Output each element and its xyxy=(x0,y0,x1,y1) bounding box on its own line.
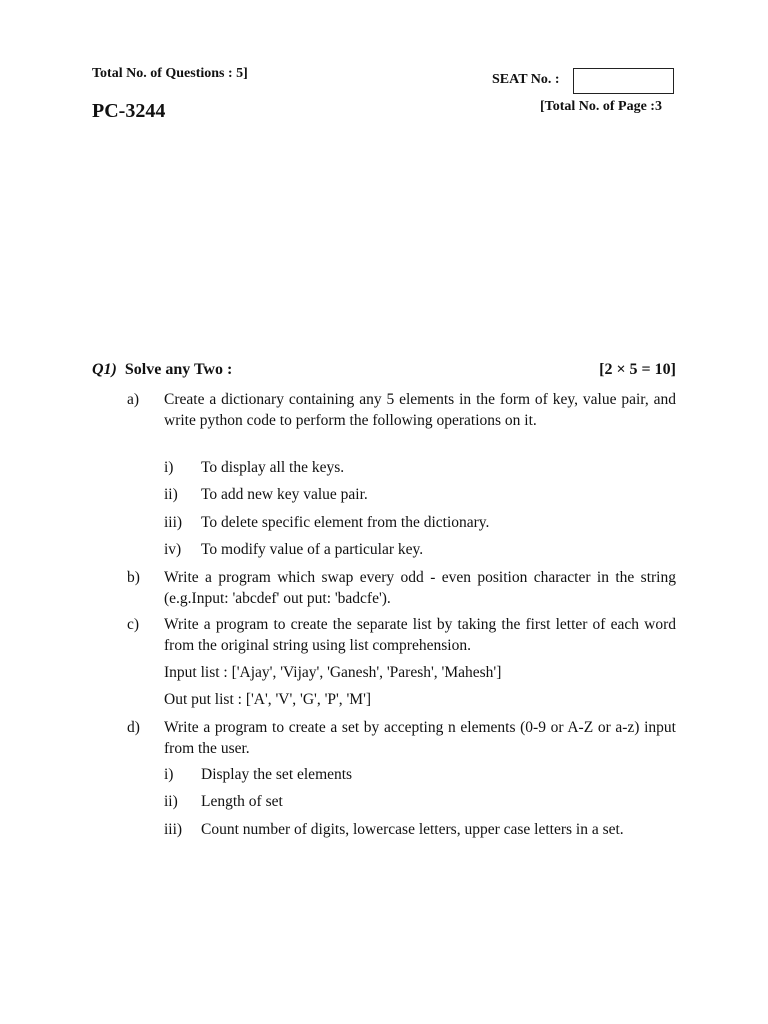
part-d-sub-1-text: Display the set elements xyxy=(201,766,353,783)
question-number: Q1) xyxy=(92,361,117,378)
seat-number-label: SEAT No. : xyxy=(492,72,560,87)
part-c-output-list: Out put list : ['A', 'V', 'G', 'P', 'M'] xyxy=(164,691,372,708)
part-d-sub-2-text: Length of set xyxy=(201,793,283,810)
part-d-sub-3-label: iii) xyxy=(164,821,183,838)
part-a-sub-2-text: To add new key value pair. xyxy=(201,486,368,503)
part-d-text: Write a program to create a set by accepting n elements (0-9 or A-Z or a-z) input from the user. xyxy=(164,719,676,757)
part-a-sub-1-text: To display all the keys. xyxy=(201,459,345,476)
part-b-label: b) xyxy=(127,569,140,586)
question-heading xyxy=(92,361,676,379)
paper-code: PC-3244 xyxy=(92,100,166,122)
part-b-text: Write a program which swap every odd - even position character in the string (e.g.Input: 'abcdef' out put: 'badcfe'). xyxy=(164,569,676,607)
part-a-sub-4-label: iv) xyxy=(164,541,182,558)
part-c-input-list: Input list : ['Ajay', 'Vijay', 'Ganesh', 'Paresh', 'Mahesh'] xyxy=(164,664,502,681)
question-marks: [2 × 5 = 10] xyxy=(599,361,676,378)
part-c-text: Write a program to create the separate list by taking the first letter of each word from the original string using list comprehension. xyxy=(164,616,676,654)
part-a-sub-1-label: i) xyxy=(164,459,174,476)
part-a-sub-3-text: To delete specific element from the dictionary. xyxy=(201,514,490,531)
part-a-text: Create a dictionary containing any 5 elements in the form of key, value pair, and write python code to perform the following operations on it. xyxy=(164,391,676,429)
seat-number-box[interactable] xyxy=(573,68,674,94)
part-c-label: c) xyxy=(127,616,140,633)
part-d-sub-1-label: i) xyxy=(164,766,174,783)
part-a-sub-4-text: To modify value of a particular key. xyxy=(201,541,424,558)
part-d-sub-3-text: Count number of digits, lowercase letters, upper case letters in a set. xyxy=(201,821,624,838)
total-questions: Total No. of Questions : 5] xyxy=(92,66,248,81)
part-a-sub-2-label: ii) xyxy=(164,486,178,503)
part-a-sub-3-label: iii) xyxy=(164,514,183,531)
total-pages: [Total No. of Page :3 xyxy=(540,99,662,114)
part-d-sub-2-label: ii) xyxy=(164,793,178,810)
part-a-label: a) xyxy=(127,391,140,408)
question-title: Solve any Two : xyxy=(124,361,233,378)
part-d-label: d) xyxy=(127,719,140,736)
